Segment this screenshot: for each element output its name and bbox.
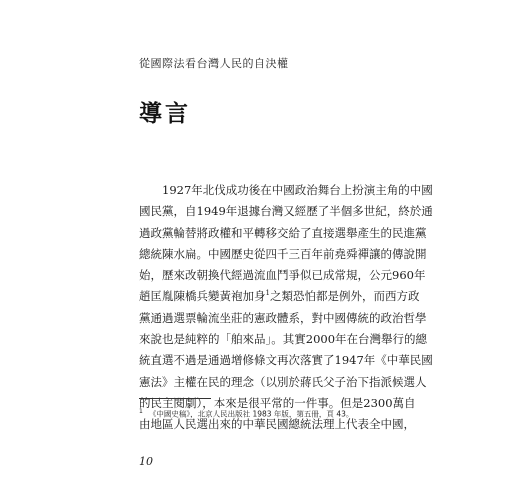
body-line: 始，歷來改朝換代經過流血鬥爭似已成常規，公元960年 — [139, 268, 426, 283]
body-line: 憲法》主權在民的理念（以別於蔣氏父子治下指派候選人 — [139, 374, 427, 389]
footnote — [139, 408, 353, 420]
body-line-with-footnote — [139, 286, 420, 307]
body-line: 國民黨，自1949年退據台灣又經歷了半個多世紀，終於通 — [139, 204, 433, 219]
page-number: 10 — [139, 455, 153, 468]
body-line: 來說也是純粹的「舶來品」。其實2000年在台灣舉行的總 — [139, 332, 428, 347]
chapter-title: 導言 — [139, 101, 191, 127]
footnote-text: 《中國史稿》，北京人民出版社 1983 年版，第五冊，頁 43。 — [148, 409, 354, 419]
body-line: 的民主閱劇），本來是很平常的一件事。但是2300萬自 — [139, 395, 416, 410]
footnote-divider — [139, 398, 211, 399]
body-line: 1927年北伐成功後在中國政治舞台上扮演主角的中國 — [162, 183, 433, 197]
body-line-segment: 趙匡胤陳橋兵變黃袍加身 — [139, 289, 266, 304]
body-line: 總統陳水扁。中國歷史從四千三百年前堯舜禪讓的傳說開 — [139, 246, 427, 261]
body-line: 黨通過選票輪流坐莊的憲政體系，對中國傳統的政治哲學 — [139, 310, 427, 325]
running-header: 從國際法看台灣人民的自決權 — [139, 57, 289, 70]
body-line: 統直選不過是通過增修條文再次落實了1947年《中華民國 — [139, 353, 433, 368]
body-line: 過政黨輪替將政權和平轉移交給了直接選舉產生的民進黨 — [139, 225, 427, 240]
body-line: 由地區人民選出來的中華民國總統法理上代表全中國， — [139, 417, 415, 432]
footnote-number: 1 — [139, 408, 143, 415]
footnote-reference[interactable]: 1 — [265, 289, 270, 298]
body-line-segment: 之類恐怕都是例外，而西方政 — [269, 289, 420, 304]
